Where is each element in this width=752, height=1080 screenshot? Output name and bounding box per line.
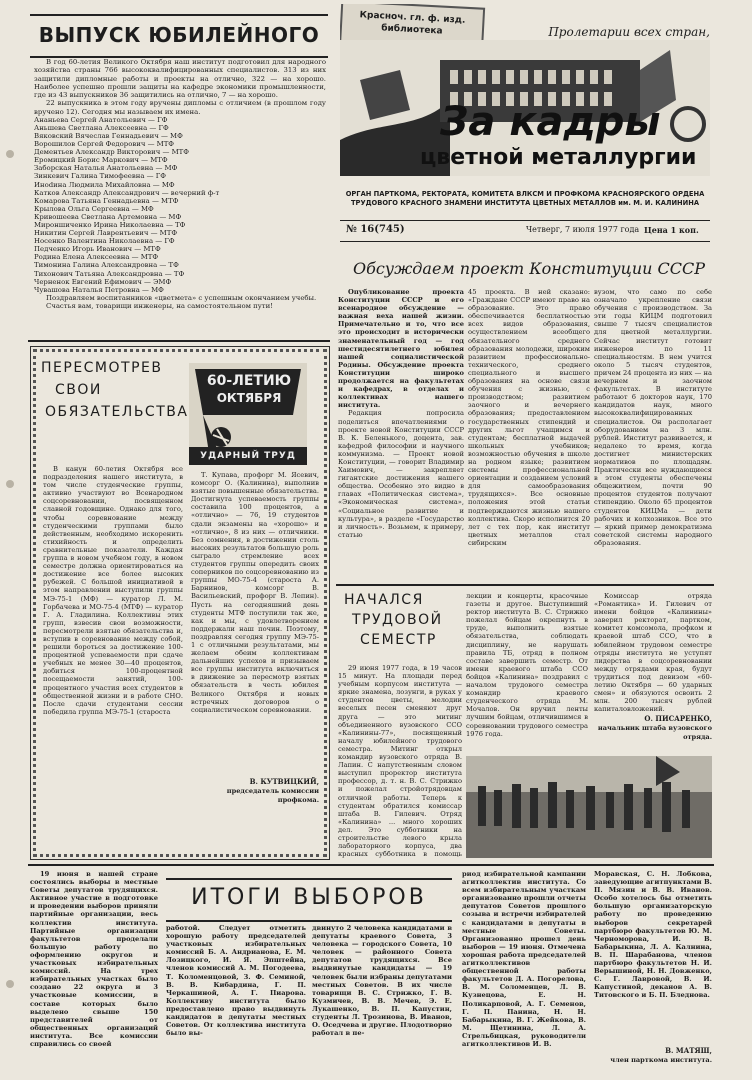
elections-signature: В. МАТЯШ, — [665, 1046, 712, 1055]
graduation-title: ВЫПУСК ЮБИЛЕЙНОГО — [38, 23, 320, 47]
issue-date: Четверг, 7 июля 1977 года — [526, 225, 640, 234]
semester-col2: лекции и концерты, красочные газеты и другое. Выступивший ректор института В. С. Стрижко пожелал бойцам окрепнуть в труде, выполнить взятые обязательства, соблюдать дисциплину, не нарушать правила ТБ, отряд в полном составе завершить семестр. От имени краевого штаба ССО бойцов «Калинина» поздравил с началом трудового семестра командир краевого студенческого отряда М. Мочалов. Он вручил ленты лучшим бойцам, отличившимся в соревновании трудового семестра 1976 года. — [466, 592, 588, 738]
masthead — [340, 4, 710, 248]
badge-line1: 60-ЛЕТИЮ — [206, 373, 292, 389]
obligations-col2: Т. Купава, профорг М. Ясевич, комсорг О. (Калинина), выполнив взятые повышенные обязательства. Достигнута успеваемость группы составила 100 процентов, а «отлично» — 76, 19 студентов сдали экзамены на «хорошо» и «отлично», 8 из них — отличники. Без сомнения, в достижении столь высоких результатов большую роль сыграло стремление всех студентов группы опередить своих соперников по соцсоревнованию из группы МО-75-4 (староста А. Барнинов, комсорг В. Васильевский, профорг В. Лепин). Пусть на сегодняшний день студенты МТФ поступили так же, как и мы, с удовлетворением поддержали наш почин. Поэтому, поздравляя сегодня группу МЭ-75-1 с отличными результатами, мы желаем обеим коллективам дальнейших успехов и призываем все группы института включиться в движение за пересмотр взятых обязательств в честь юбилея Великого Октября и новых встречных договоров о социалистическом соревновании. — [191, 471, 319, 714]
obligations-box — [30, 346, 330, 860]
graduate-list-item: Мироншиченко Ирина Николаевна — ТФ — [34, 220, 186, 229]
semester-headline-1: НАЧАЛСЯ — [344, 592, 424, 608]
elections-signature-title: член парткома института. — [610, 1056, 712, 1064]
graduate-list-item: Тихонович Татьяна Александровна — ТФ — [34, 269, 185, 278]
graduate-list-item: Дементьев Александр Викторович — МТФ — [34, 148, 189, 157]
graduation-closing: Счастья вам, товарищи инженеры, на самостоятельном пути! — [46, 302, 273, 311]
graduate-list-item: Кривошеева Светлана Артемовна — МФ — [34, 212, 182, 221]
graduate-list-item: Никитин Сергей Лаврентьевич — МТФ — [34, 229, 178, 238]
issue-line — [340, 220, 710, 242]
elections-sidebar: 19 июня в нашей стране состоялись выборы в местные Советы депутатов трудящихся. Активное участие в подготовке и проведении выборов приняли партийные организации, весь коллектив института. Партийные организации факультетов проделали большую работу по оформлению округов и участковых избирательных комиссий. На трех избирательных участках было создано 22 округа и 3 участковые комиссии, в составе которых было выделено свыше 150 представителей от общественных организаций института. Все комиссии справились со своей — [30, 870, 158, 1048]
graduate-list-item: Заборская Наталья Анатольевна — МФ — [34, 164, 178, 173]
graduate-list-item: Аньшева Светлана Алексеевна — ГФ — [34, 123, 169, 132]
elections-signature-block — [594, 1046, 712, 1076]
library-stamp: Красноч. гл. ф. изд. библиотека — [340, 4, 485, 56]
semester-col3: Комиссар отряда «Романтика» И. Гилевич от имени бойцов «Калинины» заверил ректорат, партком, комитет комсомола, профком и краевой штаб ССО, что в юбилейном трудовом семестре отряды института не уступят лидерства в соцсоревновании между отрядами края, будут трудиться под девизом «60-летию Октября — 60 ударных смен» и обязуются освоить 2 млн. 200 тысяч рублей капиталовложений. — [594, 592, 712, 714]
anniversary-badge — [189, 363, 307, 465]
constitution-col1b: Редакция попросила поделиться впечатлениями о проекте новой Конституции СССР В. К. Беленького, доцента, зав. кафедрой философии и научного коммунизма. — Проект новой Конституции, — говорит Владимир Хаимович, — закрепляет гигантские достижения нашего общества. Особенно это видно в главах «Политическая система», «Экономическая система», «Социальное развитие и культура», в разделе «Государство и личность». Возьмем, к примеру, статью — [338, 409, 464, 539]
elections-headline: ИТОГИ ВЫБОРОВ — [166, 878, 452, 922]
semester-headline-3: СЕМЕСТР — [360, 632, 437, 648]
elections-col2: двинуто 2 человека кандидатами в депутаты краевого Совета, 3 человека — городского Совета, 10 человек — районного Совета депутатов трудящихся. Все выдвинутые кандидаты — 19 человек были избраны депутатами местных Советов. В их числе товарищи В. С. Стрижко, Г. В. Кузмичев, В. В. Мечев, Э. Е. Лукашенко, В. П. Капустин, студенты Л. Трозинова, В. Иванов, О. Оседчева и другие. Плодотворно работал в пе- — [312, 924, 452, 1038]
rally-photo — [466, 756, 712, 858]
masthead-title-1: За кадры — [440, 100, 661, 144]
constitution-headline: Обсуждаем проект Конституции СССР — [352, 259, 706, 278]
graduate-list-item: Катков Александр Александрович — вечерний ф-т — [34, 188, 220, 197]
semester-signature-title: начальник штаба вузовского отряда. — [597, 724, 712, 741]
graduate-list-item: Педченко Игорь Иванович — МТФ — [34, 245, 161, 254]
semester-signature-block — [594, 714, 712, 754]
constitution-col1 — [338, 288, 464, 578]
issue-number: № 16(745) — [346, 224, 405, 235]
graduate-list-item: Чувашова Наталья Петровна — МФ — [34, 285, 164, 294]
graduation-para3: Поздравляем воспитанников «цветмета» с успешным окончанием учебы. — [46, 293, 317, 302]
elections-col4: Моравская, С. Н. Лобкова, заведующие агитпунктами В. П. Мязин и В. В. Иванов. Особо хотелось бы отметить большую организаторскую работу по проведению выборов секретарей партбюро факультетов Ю. М. Черноморова, И. В. Бабарыкина, Л. А. Калнина, В. П. Шарабанова, членов партбюро факультетов Н. И. Верышиной, Н. Н. Довженко, С. Г. Лавровой, В. И. Капустиной, деканов А. В. Титовского и Б. П. Бледнова. — [594, 870, 712, 1000]
constitution-col2: 45 проекта. В ней сказано: «Граждане СССР имеют право на образование. Это право обеспечивается бесплатностью всех видов образования, осуществлением всеобщего обязательного среднего образования молодежи, широким развитием профессионально-технического, среднего специального и высшего образования на основе связи обучения с жизнью, с производством; развитием заочного и вечернего образования; предоставлением государственных стипендий и других льгот учащимся и студентам; бесплатной выдачей школьных учебников; возможностью обучения в школе на родном языке; развитием системы профессиональной ориентации и созданием условий для самообразования трудящихся». Все основные положения этой статьи подтверждаются жизнью нашего коллектива. Скоро исполнится 20 лет с тех пор, как институт цветных металлов стал сибирским — [468, 288, 590, 547]
obligations-signature: В. КУТВИЦКИЙ, — [249, 777, 319, 786]
graduate-list-item: Носенко Валентина Николаевна — ГФ — [34, 237, 175, 246]
graduate-list-item: Комарова Татьяна Геннадьевна — МТФ — [34, 196, 179, 205]
obligations-signature-title: председатель комиссии профкома. — [226, 787, 319, 804]
binding-hole — [6, 980, 14, 988]
badge-bottom: УДАРНЫЙ ТРУД — [200, 451, 296, 461]
semester-headline — [344, 590, 462, 660]
obligations-headline-2: СВОИ — [55, 382, 102, 398]
graduate-list-item: Черненок Евгений Ефимович — ЭМФ — [34, 277, 172, 286]
binding-hole — [6, 150, 14, 158]
semester-signature: О. ПИСАРЕНКО, — [644, 714, 712, 723]
graduates-list — [34, 116, 326, 294]
badge-line2: ОКТЯБРЯ — [216, 391, 282, 405]
crowd-photo-icon — [466, 756, 712, 858]
graduation-article — [34, 58, 326, 338]
obligations-headline-1: ПЕРЕСМОТРЕВ — [41, 360, 163, 376]
binding-hole — [6, 480, 14, 488]
obligations-col1: В канун 60-летия Октября все подразделения нашего института, в том числе студенческие группы, активно участвуют во Всенародном соцсоревновании, посвященном славной годовщине. Однако для того, чтобы соревнование между студенческими группами было действенным, необходимо искоренить стихийность и определить сравнительные показатели. Каждая группа в новом учебном году, в новом семестре должна ориентироваться на достижение все более высоких рубежей. С большой инициативой в этом направлении выступили группы МЭ-75-1 (МФ) — куратор Л. М. Горбачева и МО-75-4 (МТФ) — куратор Г. А. Гладилина. Коллективы этих групп, взвесив свои возможности, пересмотрели взятые обязательства и, вступив в соревнование между собой, решили бороться за достижение 100-процентной успеваемости при сдаче учебных не менее 30—40 процентов, добиться 100-процентной посещаемости занятий, 100-процентного участия всех студентов в общественной жизни и в работе СНО. После сдачи студентами сессии победила группа МЭ-75-1 (староста — [43, 465, 183, 716]
semester-headline-2: ТРУДОВОЙ — [352, 612, 443, 628]
constitution-col3: вузом, что само по себе означало укрепление связи обучения с производством. За эти годы КИЦМ подготовил свыше 7 тысяч специалистов для цветной металлургии. Сейчас институт готовит инженеров по 11 специальностям. В нем учится около 5 тысяч студентов, причем 24 процента из них — на вечернем и заочном факультетах. В институте работают 6 докторов наук, 170 кандидатов наук, много высококвалифицированных специалистов. Он располагает оборудованием на 3 млн. рублей. Институт развивается, и недалеко то время, когда достигнет министерских нормативов по площадям. Практически все нуждающиеся в этом студенты обеспечены общежитием, почти 90 процентов студентов получают стипендию. Около 65 процентов студентов КИЦМа — дети рабочих и колхозников. Все это — яркий пример демократизма советской системы народного образования. — [594, 288, 712, 547]
masthead-slogan: Пролетарии всех стран, — [548, 25, 710, 39]
graduate-list-item: Вяковский Вячеслав Геннадьевич — МФ — [34, 131, 183, 140]
constitution-lead: Опубликование проекта Конституции СССР и его всенародное обсуждение — важная веха нашей жизни. Примечательно и то, что все это происходит в исторически знаменательный год — год шестидесятилетнего юбилея нашей социалистической Родины. Обсуждение проекта Конституции широко продолжается на факультетах и кафедрах, в отделах и коллективах нашего института. — [338, 288, 464, 410]
masthead-title-2: цветной металлургии — [420, 145, 697, 170]
obligations-headline — [41, 357, 189, 467]
issue-price: Цена 1 коп. — [644, 225, 699, 235]
elections-col3: риод избирательной кампании агитколлектив института. Со всем избирательным участкам организованно прошли отчеты депутатов Советов прошлого созыва и встречи избирателей с кандидатами в депутаты в местные Советы. Организованно прошел день выборов — 19 июня. Отмечена хорошая работа председателей агитколлективов общественной работы факультетов Д. А. Погорелова, В. М. Соломенцев, Л. В. Кузнецова, Е. Н. Поликарповой, А. Г. Семенов, Г. П. Панина, Н. Н. Бабарыкина, В. Г. Жейкова, В. М. Щетинина, Л. А. Стрельбицкая, руководители агитколлективов И. В. — [462, 870, 586, 1048]
semester-col1: 29 июня 1977 года, в 19 часов 15 минут. На площади перед учебным корпусом института — яркие знамена, лозунги, в руках у студентов цветы, мелодии веселых песен сменяют друг друга — это митинг объединенного вузовского ССО «Калинины-77», посвященный началу юбилейного трудового семестра. Митинг открыл командир вузовского отряда В. Лапин. С напутственным словом выступил проректор института профессор, д. т. н. В. С. Стрижко и пожелал стройотрядовцам отличной работы. Теперь к студентам обратился комиссар штаба В. Гилевич. Отряд «Калинина» ... много хороших дел. Это субботники на строительстве левого крыла лабораторного корпуса, два красных субботника в помощь — [338, 664, 462, 858]
graduate-list-item: Ананьева Сергей Анатольевич — ГФ — [34, 115, 168, 124]
graduation-header — [30, 14, 328, 58]
obligations-headline-3: ОБЯЗАТЕЛЬСТВА — [45, 404, 189, 420]
graduate-list-item: Крылова Ольга Сергеевна — МФ — [34, 204, 154, 213]
graduate-list-item: Иноdина Людмила Михайловна — МФ — [34, 180, 175, 189]
graduate-list-item: Ворошилов Сергей Федорович — МТФ — [34, 140, 175, 149]
masthead-subtitle: ОРГАН ПАРТКОМА, РЕКТОРАТА, КОМИТЕТА ВЛКСМ И ПРОФКОМА КРАСНОЯРСКОГО ОРДЕНА ТРУДОВОГО КРАСНОГО ЗНАМЕНИ ИНСТИТУТА ЦВЕТНЫХ МЕТАЛЛОВ им. М. И. КАЛИНИНА — [345, 190, 705, 207]
elections-col1: работой. Следует отметить хорошую работу председателей участковых избирательных комиссий Б. А. Андрианова, Е. М. Лозицкого, И. Я. Эпштейна, членов комиссий А. М. Погодеева, Т. Коломенцовой, З. Ф. Семиной, В. В. Кибардина, Г. П. Черкашиной, А. Г. Пиарова. Коллективу института было предоставлено право выдвинуть кандидатов в депутаты местных Советов. От коллектива института было вы- — [166, 924, 306, 1038]
graduate-list-item: Родина Елена Алексеевна — МТФ — [34, 253, 159, 262]
graduate-list-item: Тимонина Галина Александровна — ТФ — [34, 261, 179, 270]
graduate-list-item: Зинкевич Галина Тимофеевна — ГФ — [34, 172, 166, 181]
graduation-intro: В год 60-летия Великого Октября наш институт подготовил для народного хозяйства страны 766 высококвалифицированных специалистов. 313 из них защитили дипломные работы и проекты на отлично, 322 — на хорошо. Наиболее успешно прошли защиты на кафедре экономики промышленности, где из 43 выпускников 36 защитились на отлично, 7 — на хорошо. — [34, 58, 326, 99]
graduate-list-item: Еромицкий Борис Маркович — МТФ — [34, 156, 168, 165]
graduation-para2: 22 выпускника в этом году вручены дипломы с отличием (в прошлом году вручено 12). Сегодня мы называем их имена. — [34, 99, 326, 116]
obligations-signature-block — [191, 777, 319, 847]
